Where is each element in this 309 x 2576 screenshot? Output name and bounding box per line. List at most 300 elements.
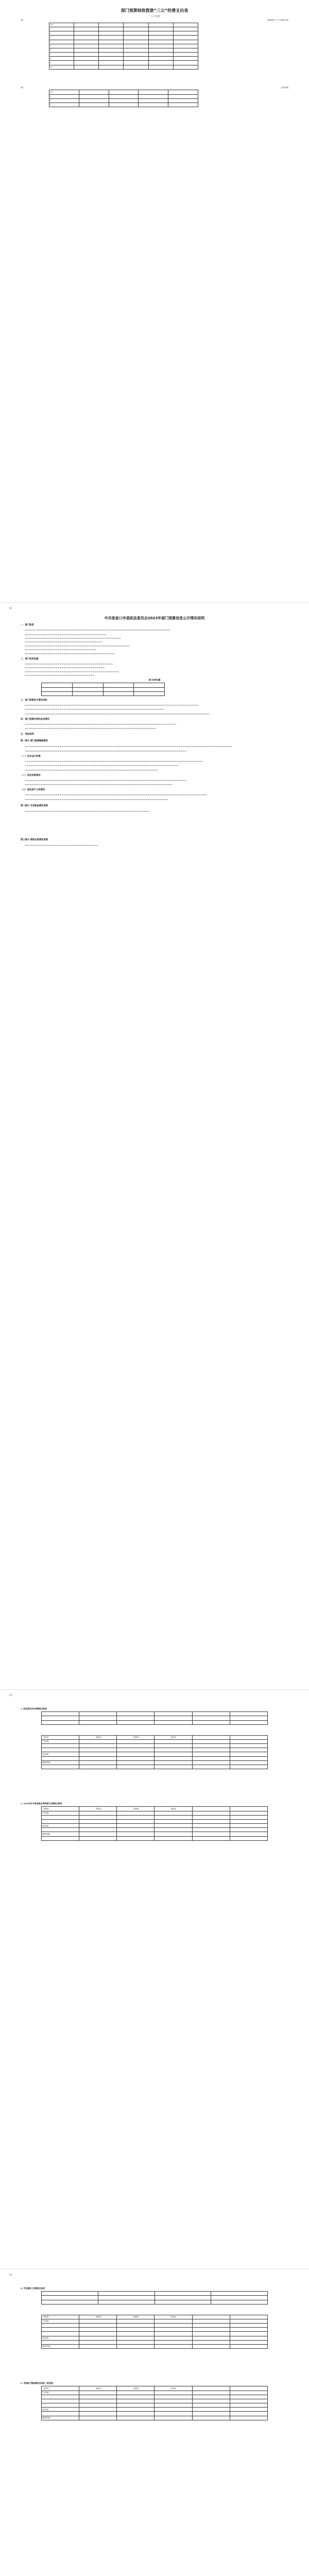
table-3-title: 3. 平安建设工作绩效目标表	[21, 2287, 45, 2290]
table-cell	[154, 2408, 192, 2412]
table-cell	[148, 53, 173, 57]
table-cell	[230, 1832, 267, 1836]
table-cell	[154, 2345, 192, 2349]
table-cell	[154, 1836, 192, 1840]
table-cell: 7	[49, 53, 74, 57]
table-row	[42, 2324, 268, 2328]
table-cell	[230, 1748, 267, 1752]
table-cell	[79, 1836, 117, 1840]
table-cell	[173, 27, 198, 31]
table-cell	[117, 1756, 154, 1760]
table-cell: 1	[49, 94, 79, 98]
table-cell	[42, 2403, 79, 2408]
table-cell	[154, 1832, 192, 1836]
table-cell	[192, 2328, 230, 2332]
placeholder-paragraph: ▬▬▬▬▬▬▬▬▬▬▬▬▬▬▬▬▬▬▬▬▬▬▬▬▬▬▬▬▬▬▬▬▬▬▬▬▬▬▬▬▬▬▬▬▬▬▬▬▬▬▬▬▬▬▬▬▬▬▬▬▬▬▬▬▬▬▬▬▬▬▬▬▬▬▬▬▬▬▬	[25, 749, 187, 752]
table-cell	[74, 53, 99, 57]
table-cell: 指标值	[154, 2315, 192, 2319]
table-cell	[148, 36, 173, 40]
table-cell	[192, 1819, 230, 1823]
table-cell	[192, 1748, 230, 1752]
table-cell	[211, 2296, 268, 2300]
table-cell	[124, 65, 148, 69]
table-row	[42, 1744, 268, 1748]
table-cell	[117, 1712, 154, 1716]
table-row	[42, 1716, 268, 1720]
table-cell	[117, 1832, 154, 1836]
table-cell	[154, 1815, 192, 1819]
table-cell	[99, 44, 124, 48]
table-cell	[154, 1739, 192, 1743]
section-structure: 二、部门机构设置	[21, 657, 39, 660]
table-cell	[192, 2386, 230, 2391]
table-cell	[42, 683, 73, 687]
placeholder-paragraph: ▬▬▬▬▬▬▬▬▬▬▬▬▬▬▬▬▬▬▬▬▬▬▬▬▬▬▬▬▬▬▬▬▬▬▬▬▬▬▬▬▬▬▬▬▬▬▬▬▬▬▬▬▬▬▬▬▬▬▬▬▬▬▬▬	[25, 727, 156, 730]
table-cell	[117, 2345, 154, 2349]
table-cell	[117, 1819, 154, 1823]
table-3-detail	[41, 2315, 268, 2349]
table-cell	[99, 57, 124, 61]
table-cell	[192, 1720, 230, 1724]
table-cell	[79, 2319, 117, 2323]
table-row	[42, 1748, 268, 1752]
table-cell	[117, 2324, 154, 2328]
table-cell	[230, 2319, 267, 2323]
table-cell	[192, 1739, 230, 1743]
table-b-caption: 政府采购	[281, 86, 288, 89]
table-cell	[79, 1712, 117, 1716]
table-row	[42, 1720, 268, 1724]
table-cell	[154, 2391, 192, 2395]
table-row	[42, 2292, 268, 2296]
table-cell: 3	[49, 103, 79, 107]
table-cell	[79, 98, 109, 103]
table-cell	[192, 1836, 230, 1840]
table-cell	[230, 1807, 267, 1811]
table-row	[42, 1760, 268, 1765]
table-row	[49, 23, 198, 27]
table-cell: 6	[49, 48, 74, 52]
table-cell	[192, 2391, 230, 2395]
table-cell	[192, 2403, 230, 2408]
section-other: 五、其他说明	[21, 733, 34, 736]
table-cell	[192, 1716, 230, 1720]
table-cell	[124, 44, 148, 48]
table-cell	[117, 1720, 154, 1724]
table-cell	[42, 1712, 79, 1716]
table-cell	[42, 1836, 79, 1840]
table-cell	[192, 2345, 230, 2349]
table-cell	[42, 1819, 79, 1823]
table-cell: 指标值	[154, 1807, 192, 1811]
table-cell	[117, 1744, 154, 1748]
table-cell	[79, 2345, 117, 2349]
table-cell	[42, 1828, 79, 1832]
table-row	[42, 2403, 268, 2408]
table-cell: 5	[49, 44, 74, 48]
table-cell	[154, 1756, 192, 1760]
page-3	[0, 1690, 309, 2269]
table-cell: 满意度指标	[42, 1832, 79, 1836]
table-cell	[79, 1828, 117, 1832]
table-cell	[148, 57, 173, 61]
table-cell	[117, 2319, 154, 2323]
table-cell	[230, 2391, 267, 2395]
table-cell	[230, 1836, 267, 1840]
table-row	[42, 1752, 268, 1756]
table-cell: 二级指标	[79, 1735, 117, 1739]
table-cell: 指标值	[154, 2386, 192, 2391]
table-cell	[192, 2416, 230, 2420]
table-cell: 合计	[49, 90, 79, 94]
table-cell	[154, 2399, 192, 2403]
table-cell	[134, 691, 165, 696]
table-cell	[154, 1716, 192, 1720]
table-cell	[42, 2328, 79, 2332]
table-row	[49, 98, 198, 103]
table-row	[42, 1815, 268, 1819]
table-cell	[230, 1815, 267, 1819]
table-cell	[230, 1716, 267, 1720]
table-row	[42, 1739, 268, 1743]
placeholder-paragraph: ▬▬▬▬▬▬▬▬▬▬▬▬▬▬▬▬▬▬▬▬▬▬▬▬▬▬▬▬▬▬▬▬▬▬▬▬▬▬▬▬▬▬▬▬▬▬▬▬▬▬▬▬▬▬▬▬▬▬▬▬▬▬▬▬▬▬▬▬▬▬▬▬▬▬▬▬▬▬▬▬▬▬▬▬▬	[25, 703, 199, 706]
table-cell	[173, 57, 198, 61]
table-cell	[42, 687, 73, 691]
table-row	[49, 44, 198, 48]
table-row	[42, 1712, 268, 1716]
table-cell	[79, 2395, 117, 2399]
table-cell: 9	[49, 61, 74, 65]
table-row	[42, 2416, 268, 2420]
table-cell	[117, 1828, 154, 1832]
table-cell	[173, 44, 198, 48]
table-cell	[230, 2345, 267, 2349]
table-cell	[109, 103, 139, 107]
table-cell	[124, 57, 148, 61]
table-cell	[173, 53, 198, 57]
table-row	[42, 1819, 268, 1823]
table-cell	[173, 36, 198, 40]
table-cell	[134, 687, 165, 691]
table-row	[42, 1735, 268, 1739]
table-row	[42, 1832, 268, 1836]
table-cell	[42, 2324, 79, 2328]
table-row	[42, 2296, 268, 2300]
table-cell: 二级指标	[79, 1807, 117, 1811]
table-cell	[173, 65, 198, 69]
table-cell	[124, 23, 148, 27]
table-cell	[72, 687, 103, 691]
table-cell: 满意度指标	[42, 1760, 79, 1765]
table-cell	[42, 2412, 79, 2416]
placeholder-list-item: ▬▬▬▬▬▬▬▬▬▬▬▬▬▬▬▬▬▬▬▬▬▬▬▬▬▬▬▬▬▬▬▬▬▬▬▬▬▬▬▬▬▬▬▬▬▬▬▬▬▬▬	[25, 644, 129, 647]
table-cell	[109, 94, 139, 98]
table-row	[49, 27, 198, 31]
table-cell	[154, 1760, 192, 1765]
table-cell	[42, 1756, 79, 1760]
table-row	[49, 36, 198, 40]
table-cell	[230, 1824, 267, 1828]
table-cell	[230, 2408, 267, 2412]
structure-table	[41, 683, 165, 696]
table-cell	[117, 2340, 154, 2344]
table-row	[49, 61, 198, 65]
table-row	[42, 1811, 268, 1815]
table-cell	[173, 31, 198, 36]
page-2-title: 中共张家口市委政法委员会2023年部门预算信息公开情况说明	[104, 616, 205, 620]
table-cell	[230, 2403, 267, 2408]
table-cell	[124, 31, 148, 36]
table-cell	[117, 2336, 154, 2340]
table-cell	[154, 2340, 192, 2344]
placeholder-list-item: ▬▬▬▬▬▬▬▬▬▬▬▬▬▬▬▬▬▬▬▬▬▬▬▬▬▬▬▬▬▬▬▬▬▬	[25, 673, 95, 676]
table-cell	[124, 27, 148, 31]
table-row	[42, 2391, 268, 2395]
table-cell	[192, 2315, 230, 2319]
table-cell	[117, 2416, 154, 2420]
table-cell	[139, 90, 168, 94]
table-cell	[230, 1744, 267, 1748]
table-cell	[79, 103, 109, 107]
table-cell	[192, 1712, 230, 1716]
table-cell	[192, 2336, 230, 2340]
table-cell	[74, 44, 99, 48]
table-cell	[42, 2332, 79, 2336]
table-cell	[72, 683, 103, 687]
table-cell	[42, 2340, 79, 2344]
table-4-title: 4. 市级部门整体绩效目标表（政法委）	[21, 2382, 55, 2385]
table-cell	[79, 1832, 117, 1836]
table-cell	[117, 1765, 154, 1769]
table-cell	[230, 2340, 267, 2344]
table-cell	[230, 1765, 267, 1769]
placeholder-list-item: ▬▬▬▬▬▬▬▬▬▬▬▬▬▬▬▬▬▬▬▬▬▬▬▬▬▬▬▬▬▬▬▬▬▬▬▬▬▬	[25, 640, 103, 643]
table-cell	[42, 2300, 98, 2304]
table-2-title: 2. 2023年中央和省级专项转移支付绩效目标表	[21, 1802, 62, 1805]
table-cell	[79, 1716, 117, 1720]
table-cell	[148, 31, 173, 36]
table-row	[42, 2412, 268, 2416]
table-cell: 一级指标	[42, 1735, 79, 1739]
table-cell	[79, 2391, 117, 2395]
table-row	[49, 53, 198, 57]
table-cell: 效益指标	[42, 1824, 79, 1828]
placeholder-paragraph: ▬▬▬▬▬▬▬▬▬▬▬▬▬▬▬▬▬▬▬▬▬▬▬▬▬▬▬▬▬▬▬▬▬▬▬▬▬▬▬▬▬▬▬▬▬▬▬▬▬▬▬▬▬▬▬▬▬▬▬▬▬▬▬▬▬▬▬▬▬▬▬▬▬▬▬▬▬▬▬▬▬▬▬▬▬▬▬	[25, 759, 203, 762]
table-cell	[117, 2332, 154, 2336]
table-row	[42, 2340, 268, 2344]
table-cell	[230, 2332, 267, 2336]
table-cell	[230, 1735, 267, 1739]
placeholder-paragraph: ▬▬▬▬▬▬▬▬▬▬▬▬▬▬▬▬▬▬▬▬▬▬▬▬▬▬▬▬▬▬▬▬▬▬▬▬▬▬▬▬▬▬▬▬▬▬▬▬▬▬▬▬▬▬▬▬▬▬▬▬▬▬▬▬▬▬▬▬▬▬▬▬▬▬	[25, 722, 177, 725]
table-cell	[230, 2395, 267, 2399]
table-cell	[42, 2296, 98, 2300]
table-cell	[192, 1765, 230, 1769]
table-cell	[192, 2412, 230, 2416]
table-cell	[79, 1739, 117, 1743]
placeholder-paragraph: ▬▬▬▬▬▬▬▬▬▬▬▬▬▬▬▬▬▬▬▬▬▬▬▬▬▬▬▬▬▬▬▬▬▬▬▬▬▬▬▬▬▬▬▬▬▬▬▬▬▬▬▬▬▬▬▬▬▬▬▬▬▬▬▬▬▬▬▬▬▬	[25, 798, 168, 801]
table-cell: 效益指标	[42, 2408, 79, 2412]
table-cell	[154, 2324, 192, 2328]
table-row	[42, 1836, 268, 1840]
placeholder-paragraph: ▬▬▬▬▬▬▬▬▬▬▬▬▬▬▬▬▬▬▬▬▬▬▬▬▬▬▬▬▬▬▬▬▬▬▬▬▬▬▬▬▬▬▬▬▬▬▬▬▬▬▬▬▬▬▬▬▬▬▬▬▬▬▬▬▬▬▬▬▬▬▬	[25, 629, 170, 632]
table-cell: 产出指标	[42, 2319, 79, 2323]
table-cell	[168, 98, 198, 103]
table-cell	[154, 1765, 192, 1769]
table-cell	[79, 1815, 117, 1819]
table-cell	[154, 1752, 192, 1756]
table-row	[42, 2386, 268, 2391]
table-cell	[79, 1765, 117, 1769]
table-cell	[74, 27, 99, 31]
table-cell	[99, 48, 124, 52]
section-overall: 四、部门预算安排的总体情况	[21, 718, 49, 721]
table-cell	[154, 1811, 192, 1815]
table-3	[41, 2291, 268, 2304]
table-cell	[148, 61, 173, 65]
table-row	[42, 2345, 268, 2349]
table-cell	[154, 1819, 192, 1823]
table-cell	[230, 2416, 267, 2420]
table-row	[42, 1824, 268, 1828]
section-operating: （一）机关运行经费	[21, 755, 41, 758]
table-cell	[42, 1716, 79, 1720]
table-cell	[230, 1752, 267, 1756]
table-cell: 2	[49, 98, 79, 103]
page-2	[0, 603, 309, 1690]
table-cell	[74, 23, 99, 27]
table-row	[42, 1756, 268, 1760]
table-cell	[192, 1752, 230, 1756]
table-cell	[124, 36, 148, 40]
table-row	[42, 1765, 268, 1769]
table-cell	[117, 1760, 154, 1765]
table-cell	[99, 40, 124, 44]
table-b	[49, 90, 198, 107]
table-cell: 三级指标	[117, 1807, 154, 1811]
table-cell	[79, 1819, 117, 1823]
table-cell	[117, 1752, 154, 1756]
table-cell	[99, 27, 124, 31]
table-cell	[99, 31, 124, 36]
table-cell	[192, 2399, 230, 2403]
table-row	[49, 103, 198, 107]
table-cell	[98, 2300, 154, 2304]
table-cell	[74, 61, 99, 65]
table-row	[42, 1828, 268, 1832]
table-cell	[72, 691, 103, 696]
table-cell	[230, 1811, 267, 1815]
placeholder-paragraph: ▬▬▬▬▬▬▬▬▬▬▬▬▬▬▬▬▬▬▬▬▬▬▬▬▬▬▬▬▬▬▬▬▬▬▬▬▬▬▬▬▬▬▬▬▬▬▬▬▬▬▬▬▬▬▬▬▬▬▬▬▬▬▬▬▬▬▬▬▬▬▬▬▬▬▬▬▬▬▬	[25, 778, 187, 782]
table-cell	[99, 65, 124, 69]
table-cell	[192, 1824, 230, 1828]
table-cell	[117, 1748, 154, 1752]
table-cell: 合计	[49, 23, 74, 27]
table-cell	[79, 2408, 117, 2412]
table-cell	[154, 2319, 192, 2323]
table-cell	[173, 48, 198, 52]
placeholder-paragraph: ▬▬▬▬▬▬▬▬▬▬▬▬▬▬▬▬▬▬▬▬▬▬▬▬▬▬▬▬▬▬▬▬▬▬▬▬▬▬▬▬▬▬▬▬▬▬▬▬▬▬▬▬▬▬▬▬▬▬▬▬▬▬▬▬▬▬▬▬▬▬▬▬	[25, 783, 173, 786]
page-1-subtitle: “三公”经费	[149, 14, 160, 18]
table-1	[41, 1711, 268, 1725]
table-cell: 三级指标	[117, 2315, 154, 2319]
table-cell	[42, 1765, 79, 1769]
table-row	[42, 2395, 268, 2399]
table-row	[49, 57, 198, 61]
table-b-meta	[21, 87, 288, 89]
table-cell: 二级指标	[79, 2315, 117, 2319]
table-cell	[148, 48, 173, 52]
table-cell	[79, 2336, 117, 2340]
table-cell	[230, 1828, 267, 1832]
table-cell	[74, 36, 99, 40]
table-cell	[42, 1720, 79, 1724]
table-cell	[192, 2340, 230, 2344]
table-cell	[124, 61, 148, 65]
table-cell: 效益指标	[42, 2336, 79, 2340]
table-cell	[99, 53, 124, 57]
table-row	[42, 2315, 268, 2319]
placeholder-paragraph: ▬▬▬▬▬▬▬▬▬▬▬▬▬▬▬▬▬▬▬▬▬▬▬▬▬▬▬▬▬▬▬▬▬▬▬▬▬▬▬▬▬▬▬▬▬▬▬▬▬▬▬▬▬▬▬▬▬▬▬▬▬▬▬▬▬▬▬▬▬▬▬▬▬▬▬▬▬▬▬▬▬▬▬▬▬▬▬▬▬	[25, 793, 208, 796]
table-a-caption: 财政拨款“三公”经费支出表	[267, 19, 288, 22]
table-cell	[117, 2391, 154, 2395]
page-4	[0, 2269, 309, 2576]
table-a-title: 表1	[21, 19, 24, 22]
table-row	[42, 2328, 268, 2332]
table-cell	[192, 2324, 230, 2328]
table-cell	[154, 1720, 192, 1724]
table-cell	[192, 1828, 230, 1832]
table-cell	[79, 94, 109, 98]
table-row	[42, 2408, 268, 2412]
table-cell	[79, 1811, 117, 1815]
table-a-meta	[21, 19, 288, 22]
table-cell	[109, 90, 139, 94]
table-cell	[154, 1748, 192, 1752]
table-cell	[79, 2403, 117, 2408]
table-cell	[192, 1744, 230, 1748]
table-row	[42, 2336, 268, 2340]
table-cell	[42, 2395, 79, 2399]
table-cell	[124, 48, 148, 52]
table-cell: 8	[49, 57, 74, 61]
table-cell: 一级指标	[42, 1807, 79, 1811]
table-cell	[230, 1756, 267, 1760]
structure-table-title: 部门机构设置	[148, 679, 161, 682]
table-cell	[99, 36, 124, 40]
table-1-detail	[41, 1735, 268, 1770]
table-cell	[117, 1739, 154, 1743]
table-cell	[79, 2416, 117, 2420]
table-cell	[139, 103, 168, 107]
table-cell	[168, 94, 198, 98]
part-one-heading: 第一部分 部门预算编制情况	[21, 740, 48, 743]
table-cell: 3	[49, 36, 74, 40]
table-cell	[230, 2336, 267, 2340]
table-cell	[192, 1815, 230, 1819]
table-cell	[74, 40, 99, 44]
table-cell	[154, 2412, 192, 2416]
table-cell	[117, 2403, 154, 2408]
table-cell	[117, 1824, 154, 1828]
table-cell	[74, 31, 99, 36]
table-cell	[230, 2324, 267, 2328]
table-cell	[117, 1836, 154, 1840]
table-row	[42, 683, 165, 687]
placeholder-paragraph: ▬▬▬▬▬▬▬▬▬▬▬▬▬▬▬▬▬▬▬▬▬▬▬▬▬▬▬▬▬▬▬▬▬▬▬▬▬▬▬▬▬▬▬▬▬▬▬▬▬▬▬▬▬▬▬▬▬▬▬▬▬	[25, 809, 150, 812]
table-cell	[117, 2395, 154, 2399]
table-cell	[79, 90, 109, 94]
table-cell	[148, 65, 173, 69]
